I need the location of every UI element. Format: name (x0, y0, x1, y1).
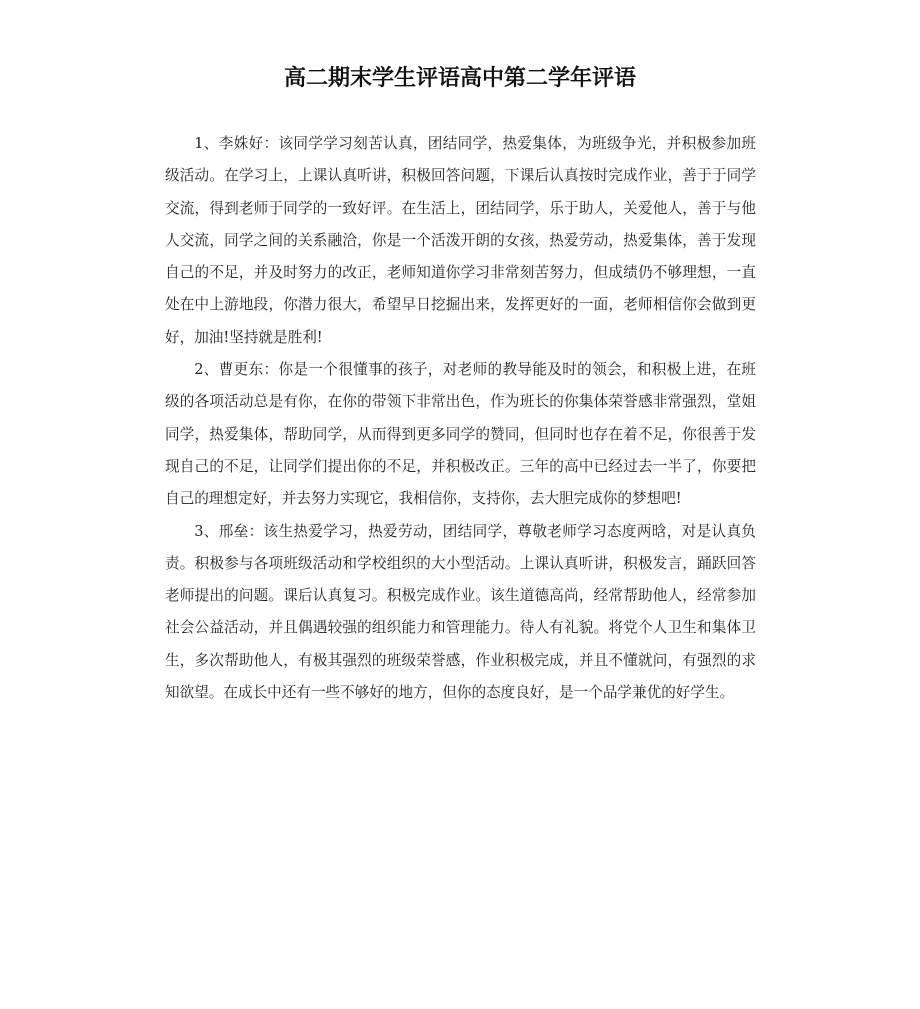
document-title: 高二期末学生评语高中第二学年评语 (283, 66, 636, 91)
paragraph-2: 2、曹更东：你是一个很懂事的孩子，对老师的教导能及时的领会，和积极上进，在班级的各项活动总是有你，在你的带领下非常出色，作为班长的你集体荣誉感非常强烈，堂姐同学，热爱集体，帮助同学，从而得到更多同学的赞同，但同时也存在着不足，你很善于发现自己的不足，让同学们提出你的不足，并积极改正。三年的高中已经过去一半了，你要把自己的理想定好，并去努力实现它，我相信你，支持你，去大胆完成你的梦想吧! (165, 361, 756, 508)
paragraph-3: 3、邢垒：该生热爱学习，热爱劳动，团结同学，尊敬老师学习态度两晗，对是认真负责。积极参与各项班级活动和学校组织的大小型活动。上课认真听讲，积极发言，踊跃回答老师提出的问题。课后认真复习。积极完成作业。该生道德高尚，经常帮助他人，经常参加社会公益活动，并且偶遇较强的组织能力和管理能力。待人有礼貌。将党个人卫生和集体卫生，多次帮助他人，有极其强烈的班级荣誉感，作业积极完成，并且不懂就问，有强烈的求知欲望。在成长中还有一些不够好的地方，但你的态度良好，是一个品学兼优的好学生。 (165, 522, 756, 702)
paragraph-1: 1、李姝好：该同学学习刻苦认真，团结同学，热爱集体，为班级争光，并积极参加班级活动。在学习上，上课认真听讲，积极回答问题，下课后认真按时完成作业，善于于同学交流，得到老师于同学的一致好评。在生活上，团结同学，乐于助人，关爱他人，善于与他人交流，同学之间的关系融洽，你是一个活泼开朗的女孩，热爱劳动，热爱集体，善于发现自己的不足，并及时努力的改正，老师知道你学习非常刻苦努力，但成绩仍不够理想，一直处在中上游地段，你潜力很大，希望早日挖掘出来，发挥更好的一面，老师相信你会做到更好，加油!坚持就是胜利! (165, 135, 756, 346)
document-body (165, 128, 756, 709)
